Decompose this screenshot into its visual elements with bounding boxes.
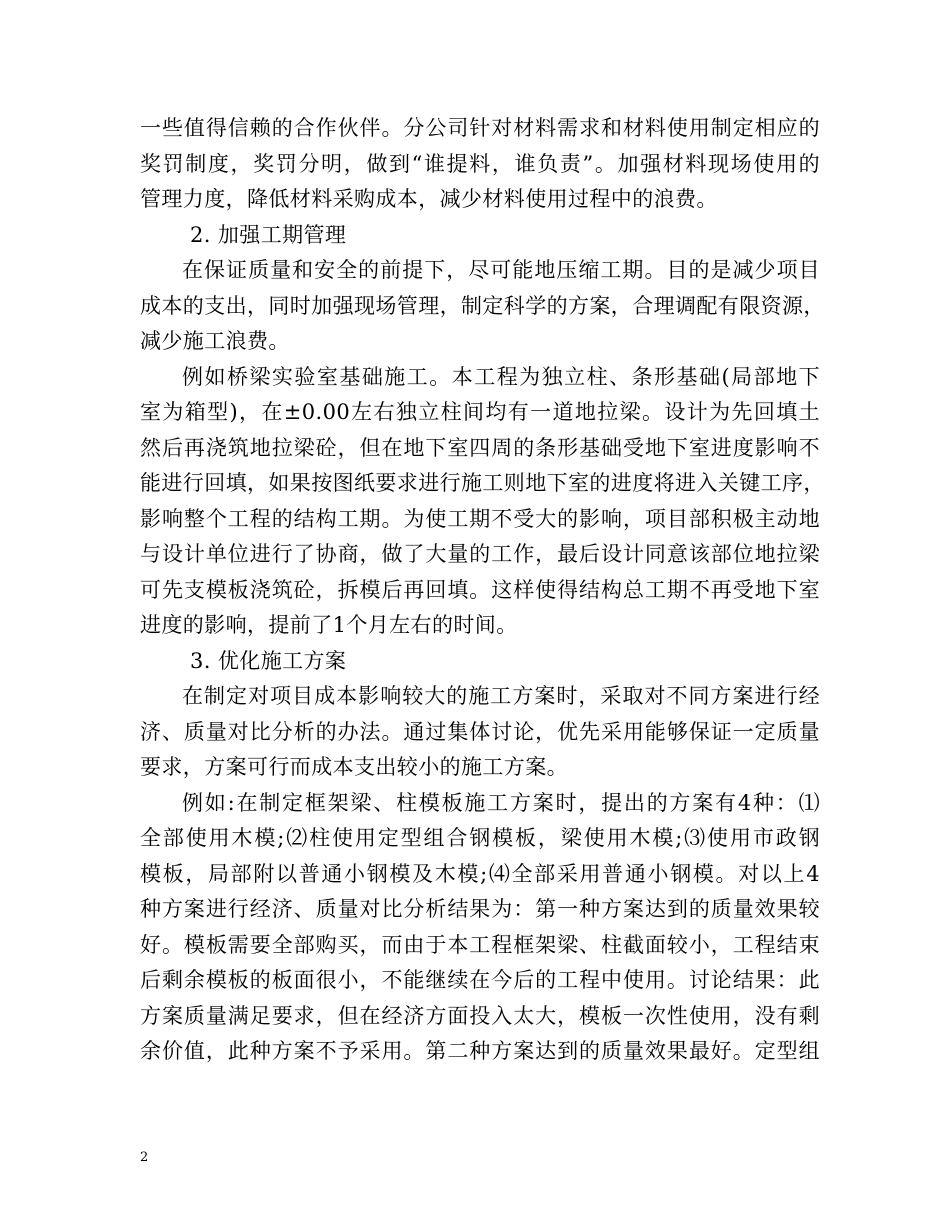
text-line: 模板，局部附以普通小钢模及木模;⑷全部采用普通小钢模。对以上4 xyxy=(140,861,820,886)
text-line: 方案质量满足要求，但在经济方面投入太大，模板一次性使用，没有剩 xyxy=(140,1003,820,1028)
document-body xyxy=(140,111,825,1070)
text-line: 管理力度，降低材料采购成本，减少材料使用过程中的浪费。 xyxy=(140,187,718,211)
text-line: 奖罚制度，奖罚分明，做到“谁提料，谁负责”。加强材料现场使用的 xyxy=(140,151,820,176)
text-line: 减少施工浪费。 xyxy=(140,329,290,353)
text-line: 与设计单位进行了协商，做了大量的工作，最后设计同意该部位地拉梁 xyxy=(140,542,820,566)
text-line: 济、质量对比分析的办法。通过集体讨论，优先采用能够保证一定质量 xyxy=(140,719,820,744)
section-heading: 3. 优化施工方案 xyxy=(190,648,347,673)
section-heading: 2. 加强工期管理 xyxy=(190,222,347,247)
text-line: 全部使用木模;⑵柱使用定型组合钢模板，梁使用木模;⑶使用市政钢 xyxy=(140,826,820,850)
text-line: 一些值得信赖的合作伙伴。分公司针对材料需求和材料使用制定相应的 xyxy=(140,116,820,140)
page-number: 2 xyxy=(140,1150,149,1165)
text-line: 进度的影响，提前了1个月左右的时间。 xyxy=(140,613,518,637)
text-line: 成本的支出，同时加强现场管理，制定科学的方案，合理调配有限资源， xyxy=(140,293,825,318)
text-line: 后剩余模板的板面很小，不能继续在今后的工程中使用。讨论结果：此 xyxy=(140,968,820,992)
paragraph-first-line: 例如:在制定框架梁、柱模板施工方案时，提出的方案有4种：⑴ xyxy=(182,790,820,815)
text-line: 好。模板需要全部购买，而由于本工程框架梁、柱截面较小，工程结束 xyxy=(140,932,820,957)
text-line: 种方案进行经济、质量对比分析结果为：第一种方案达到的质量效果较 xyxy=(140,897,820,921)
text-line: 影响整个工程的结构工期。为使工期不受大的影响，项目部积极主动地 xyxy=(140,506,820,531)
paragraph-first-line: 在制定对项目成本影响较大的施工方案时，采取对不同方案进行经 xyxy=(182,684,820,708)
paragraph-first-line: 例如桥梁实验室基础施工。本工程为独立柱、条形基础(局部地下 xyxy=(182,364,820,389)
text-line: 余价值，此种方案不予采用。第二种方案达到的质量效果最好。定型组 xyxy=(140,1039,820,1063)
text-line: 能进行回填，如果按图纸要求进行施工则地下室的进度将进入关键工序， xyxy=(140,471,825,495)
text-line: 然后再浇筑地拉梁砼，但在地下室四周的条形基础受地下室进度影响不 xyxy=(140,435,820,460)
text-line: 可先支模板浇筑砼，拆模后再回填。这样使得结构总工期不再受地下室 xyxy=(140,577,820,602)
text-line: 室为箱型)，在±0.00左右独立柱间均有一道地拉梁。设计为先回填土 xyxy=(140,400,820,424)
text-line: 要求，方案可行而成本支出较小的施工方案。 xyxy=(140,755,568,779)
paragraph-first-line: 在保证质量和安全的前提下，尽可能地压缩工期。目的是减少项目 xyxy=(182,258,820,282)
